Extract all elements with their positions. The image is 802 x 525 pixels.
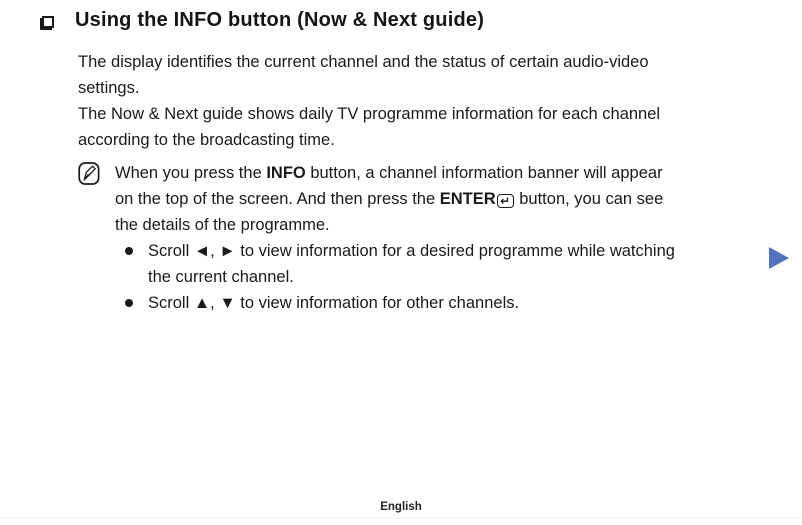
bullet-icon — [125, 299, 133, 307]
intro-para2-line2: according to the broadcasting time. — [78, 131, 335, 149]
bullet-item1-line2: the current channel. — [148, 268, 294, 286]
note-line3: the details of the programme. — [115, 216, 330, 234]
list-item — [125, 238, 675, 290]
page-title-row — [40, 9, 484, 32]
enter-button-label: ENTER — [439, 190, 496, 208]
shadowed-square-icon — [42, 16, 54, 28]
pencil-note-icon — [78, 161, 100, 186]
intro-paragraphs — [78, 49, 660, 153]
note-line1 — [115, 160, 663, 186]
next-page-arrow-icon[interactable] — [769, 247, 789, 269]
intro-para2-line1: The Now & Next guide shows daily TV programme information for each channel — [78, 105, 661, 123]
note-text — [115, 160, 663, 238]
note-line2 — [115, 186, 663, 212]
bullet-icon — [125, 247, 133, 255]
bullet-item2-text — [148, 290, 519, 316]
list-item — [125, 290, 675, 316]
bottom-divider — [0, 518, 802, 519]
note-line1-pre: When you press the — [115, 164, 267, 182]
bullet-item1-text — [148, 238, 675, 290]
note-line1-post: button, a channel information banner will appear — [305, 164, 663, 182]
footer-language-label: English — [380, 501, 422, 513]
bullet-item1-line1: Scroll ◄, ► to view information for a desired programme while watching — [148, 242, 675, 260]
note-line2-post: button, you can see — [514, 190, 664, 208]
page-title: Using the INFO button (Now & Next guide) — [75, 9, 485, 31]
info-button-label: INFO — [266, 164, 306, 182]
note-line2-pre: on the top of the screen. And then press the — [115, 190, 440, 208]
bullet-list — [125, 238, 675, 316]
return-key-icon: ↵ — [497, 194, 514, 208]
note-block — [78, 160, 663, 238]
intro-para1-line2: settings. — [78, 79, 140, 97]
intro-para1-line1: The display identifies the current channel and the status of certain audio-video — [78, 53, 649, 71]
bullet-item2-line1: Scroll ▲, ▼ to view information for other channels. — [148, 294, 520, 312]
